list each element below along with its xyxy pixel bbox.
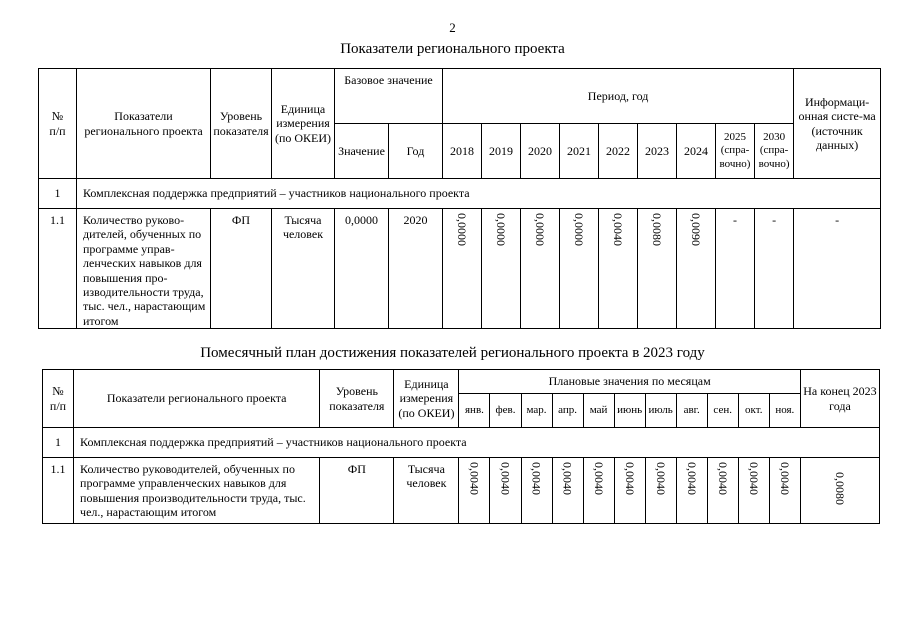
header-year: 2020 — [521, 124, 560, 179]
row-indicator: Количество руководителей, обученных по программе управленческих навыков для повышения производительности труда, тыс. чел., нарастающим итогом — [74, 458, 320, 524]
row-2025: - — [716, 209, 755, 329]
row-month-value: 0,0040 — [715, 462, 730, 495]
row-num: 1.1 — [43, 458, 74, 524]
monthly-plan-table — [42, 369, 880, 524]
row-month-value: 0,0040 — [746, 462, 761, 495]
header-month: июнь — [614, 394, 645, 428]
header-base-value: Значение — [335, 124, 389, 179]
header-num: № п/п — [43, 370, 74, 428]
header-year-2025: 2025 (спра-вочно) — [716, 124, 755, 179]
header-year: 2024 — [677, 124, 716, 179]
row-num: 1.1 — [39, 209, 77, 329]
header-unit: Единица измерения (по ОКЕИ) — [272, 69, 335, 179]
header-level: Уровень показателя — [211, 69, 272, 179]
row-unit: Тысяча человек — [272, 209, 335, 329]
row-month-value: 0,0040 — [529, 462, 544, 495]
row-value: 0,0000 — [494, 213, 509, 246]
indicators-table — [38, 68, 881, 329]
header-plan: Плановые значения по месяцам — [459, 370, 800, 394]
header-num: № п/п — [39, 69, 77, 179]
header-year: 2022 — [599, 124, 638, 179]
header-month: фев. — [490, 394, 521, 428]
header-month: июль — [645, 394, 676, 428]
header-month: сен. — [707, 394, 738, 428]
table2-title: Помесячный план достижения показателей регионального проекта в 2023 году — [200, 345, 705, 361]
row-level: ФП — [320, 458, 394, 524]
header-info: Информаци-онная систе-ма (источник данных) — [794, 69, 881, 179]
row-month-value: 0,0040 — [622, 462, 637, 495]
header-month: ноя. — [769, 394, 800, 428]
page-number: 2 — [449, 20, 456, 35]
header-month: мар. — [521, 394, 552, 428]
row-level: ФП — [211, 209, 272, 329]
row-unit: Тысяча человек — [394, 458, 459, 524]
row-value: 0,0000 — [455, 213, 470, 246]
section-num: 1 — [39, 179, 77, 209]
table1-title: Показатели регионального проекта — [340, 41, 565, 57]
row-value: 0,0090 — [689, 213, 704, 246]
row-2030: - — [755, 209, 794, 329]
row-value: 0,0000 — [572, 213, 587, 246]
header-indicators: Показатели регионального проекта — [77, 69, 211, 179]
row-value: 0,0000 — [533, 213, 548, 246]
header-end: На конец 2023 года — [800, 370, 879, 428]
row-month-value: 0,0040 — [560, 462, 575, 495]
row-end-value: 0,0080 — [833, 472, 848, 506]
header-year: 2018 — [443, 124, 482, 179]
row-month-value: 0,0040 — [591, 462, 606, 495]
header-indicators: Показатели регионального проекта — [74, 370, 320, 428]
header-level: Уровень показателя — [320, 370, 394, 428]
row-info: - — [794, 209, 881, 329]
section-label: Комплексная поддержка предприятий – участников национального проекта — [77, 179, 881, 209]
row-value: 0,0040 — [611, 213, 626, 246]
header-year: 2019 — [482, 124, 521, 179]
header-month: янв. — [459, 394, 490, 428]
header-period: Период, год — [443, 69, 794, 124]
row-month-value: 0,0040 — [684, 462, 699, 495]
header-year: 2021 — [560, 124, 599, 179]
row-month-value: 0,0040 — [653, 462, 668, 495]
header-month: авг. — [676, 394, 707, 428]
row-month-value: 0,0040 — [498, 462, 513, 495]
header-month: май — [583, 394, 614, 428]
header-year: 2023 — [638, 124, 677, 179]
row-value: 0,0080 — [650, 213, 665, 246]
header-base: Базовое значение — [335, 69, 443, 124]
row-month-value: 0,0040 — [778, 462, 792, 495]
section-num: 1 — [43, 428, 74, 458]
section-label: Комплексная поддержка предприятий – участников национального проекта — [74, 428, 880, 458]
row-indicator: Количество руково-дителей, обученных по программе управ-ленческих навыков для повышения про-изводительности труда, тыс. чел., нарастающим итогом — [77, 209, 211, 329]
row-base-year: 2020 — [389, 209, 443, 329]
row-month-value: 0,0040 — [467, 462, 482, 495]
row-base-value: 0,0000 — [335, 209, 389, 329]
header-month: апр. — [552, 394, 583, 428]
header-year-2030: 2030 (спра-вочно) — [755, 124, 794, 179]
header-month: окт. — [738, 394, 769, 428]
header-base-year: Год — [389, 124, 443, 179]
header-unit: Единица измерения (по ОКЕИ) — [394, 370, 459, 428]
